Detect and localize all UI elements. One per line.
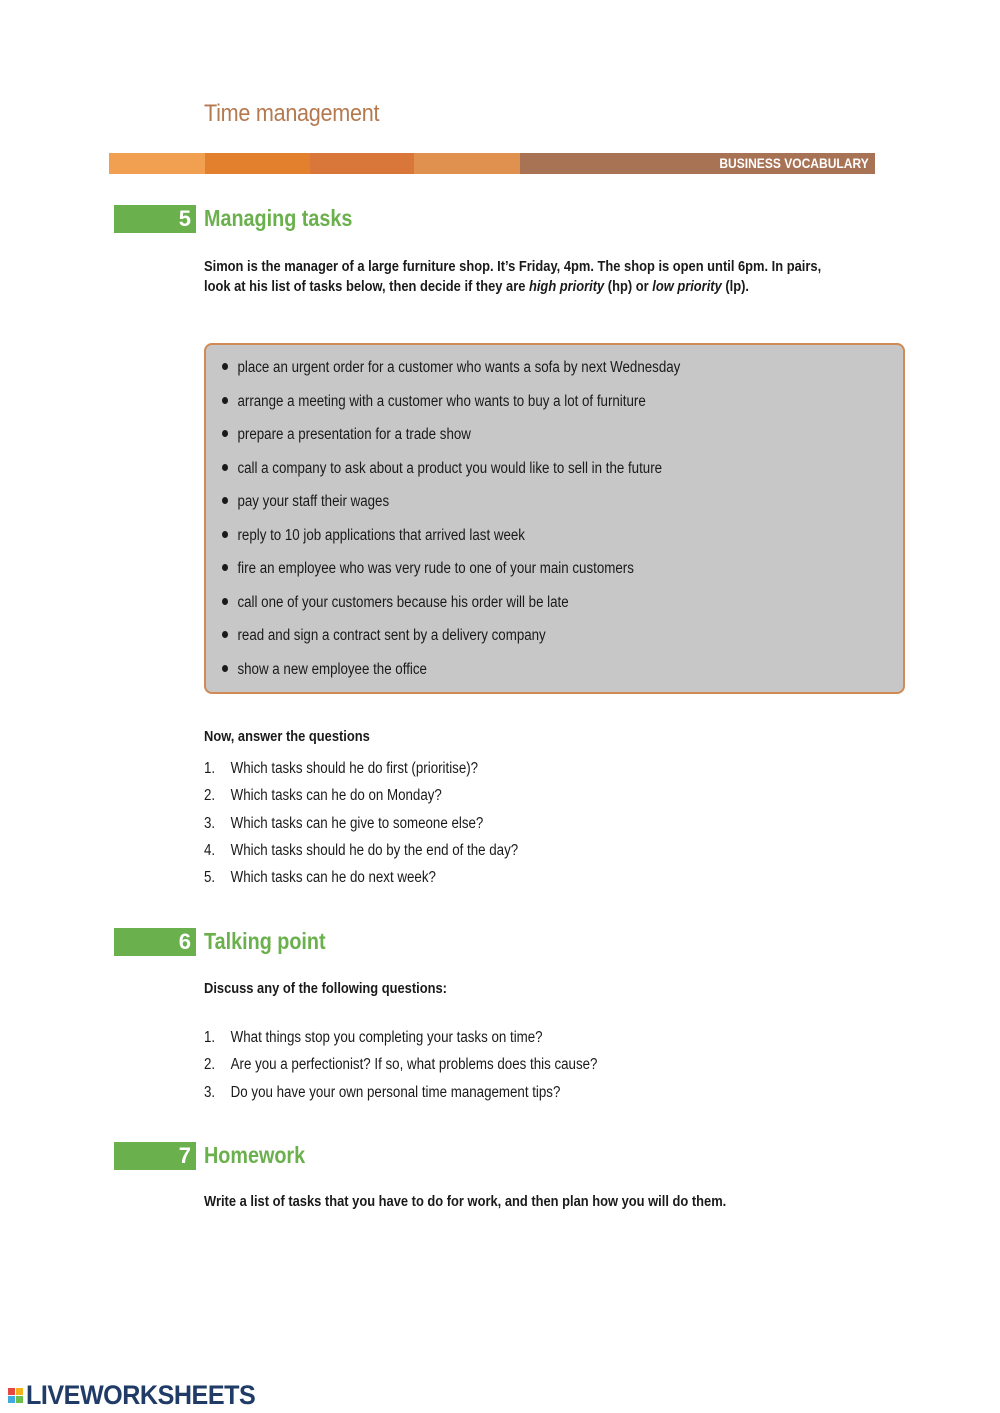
task-item: pay your staff their wages: [222, 491, 680, 525]
intro-line-2: look at his list of tasks below, then decide if they are high priority (hp) or low priority (lp).: [204, 278, 749, 295]
task-box: [204, 343, 905, 694]
task-item: read and sign a contract sent by a delivery company: [222, 625, 680, 659]
question-item: 3. Do you have your own personal time management tips?: [204, 1083, 561, 1101]
bullet-icon: [222, 363, 228, 370]
header-band-segment: [109, 153, 205, 174]
section-title: Talking point: [204, 928, 326, 954]
section-number-bar: 6: [114, 928, 196, 956]
bullet-icon: [222, 497, 228, 504]
task-item: prepare a presentation for a trade show: [222, 424, 680, 458]
bullet-icon: [222, 564, 228, 571]
logo-squares-icon: [8, 1388, 23, 1403]
section-title: Managing tasks: [204, 205, 353, 231]
header-band-segment: [205, 153, 310, 174]
task-item: arrange a meeting with a customer who wants to buy a lot of furniture: [222, 391, 680, 425]
logo-text: LIVEWORKSHEETS: [26, 1379, 256, 1410]
page-title: Time management: [204, 100, 380, 127]
bullet-icon: [222, 598, 228, 605]
question-item: 1. Which tasks should he do first (prioritise)?: [204, 760, 479, 777]
task-item: call a company to ask about a product you would like to sell in the future: [222, 458, 680, 492]
section-number-bar: 5: [114, 205, 196, 233]
task-item: call one of your customers because his order will be late: [222, 592, 680, 626]
question-item: 2. Which tasks can he do on Monday?: [204, 787, 442, 805]
question-item: 3. Which tasks can he give to someone else?: [204, 814, 484, 832]
section-number-bar: 7: [114, 1142, 196, 1170]
bullet-icon: [222, 531, 228, 538]
bullet-icon: [222, 665, 228, 672]
section-intro: [204, 257, 821, 297]
section-heading: Discuss any of the following questions:: [204, 980, 447, 997]
task-item: fire an employee who was very rude to one of your main customers: [222, 558, 680, 592]
bullet-icon: [222, 430, 228, 437]
header-band-segment: [414, 153, 520, 174]
intro-line-1: Simon is the manager of a large furniture shop. It’s Friday, 4pm. The shop is open until 6pm. In pairs,: [204, 258, 822, 275]
question-item: 5. Which tasks can he do next week?: [204, 869, 436, 887]
band-label: BUSINESS VOCABULARY: [719, 155, 869, 171]
question-item: 1. What things stop you completing your tasks on time?: [204, 1029, 543, 1046]
bullet-icon: [222, 397, 228, 404]
question-item: 4. Which tasks should he do by the end of the day?: [204, 841, 519, 859]
homework-text: Write a list of tasks that you have to do for work, and then plan how you will do them.: [204, 1193, 727, 1210]
bullet-icon: [222, 631, 228, 638]
questions-heading: Now, answer the questions: [204, 728, 370, 745]
task-item: place an urgent order for a customer who wants a sofa by next Wednesday: [222, 357, 680, 391]
question-list: [204, 759, 569, 895]
task-item: reply to 10 job applications that arrived last week: [222, 525, 680, 559]
liveworksheets-logo[interactable]: [8, 1380, 273, 1410]
bullet-icon: [222, 464, 228, 471]
question-item: 2. Are you a perfectionist? If so, what problems does this cause?: [204, 1056, 598, 1074]
section-title: Homework: [204, 1142, 306, 1168]
question-list: [204, 1028, 661, 1110]
task-item: show a new employee the office: [222, 659, 680, 693]
header-band-segment: [310, 153, 414, 174]
task-list: [222, 357, 755, 692]
